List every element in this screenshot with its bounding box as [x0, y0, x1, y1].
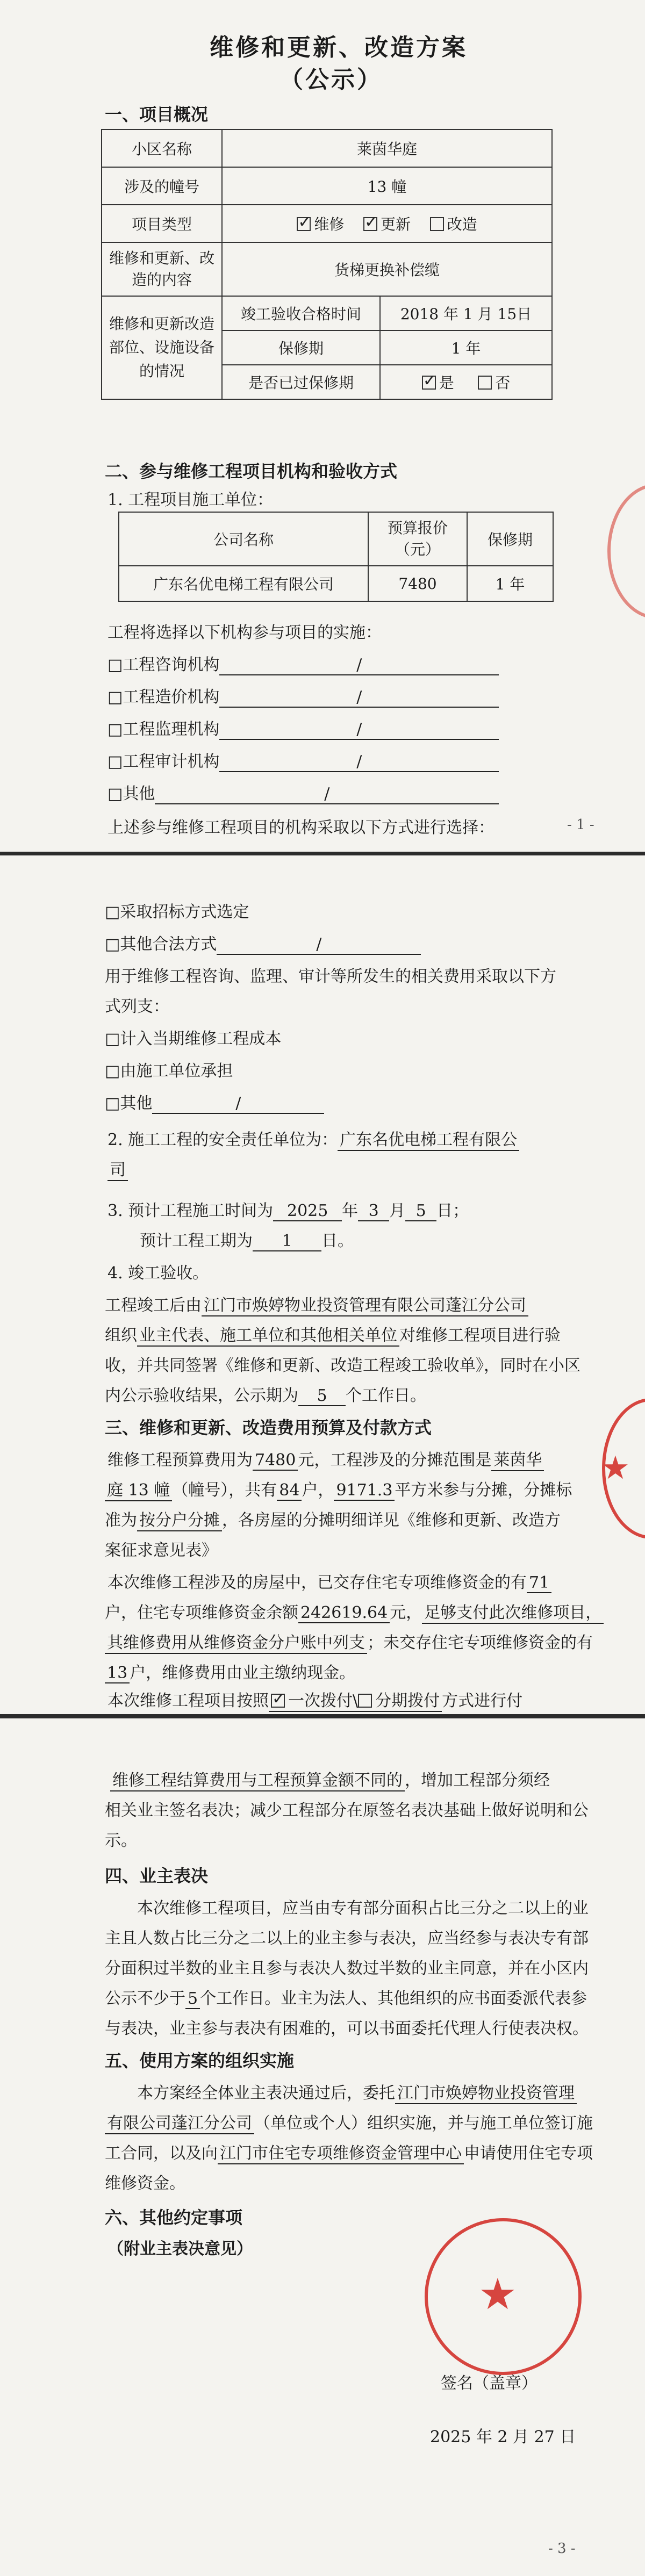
text: ，增加工程部分须经 — [405, 1771, 550, 1790]
checkbox-renovate[interactable] — [430, 217, 444, 231]
option-label: 维修 — [314, 215, 345, 233]
fund-source: 其维修费用从维修资金分户账中列支 — [105, 1629, 367, 1654]
fund-sufficiency: 足够支付此次维修项目， — [422, 1599, 604, 1624]
scope-value: 莱茵华 — [491, 1447, 544, 1471]
cell-label: 小区名称 — [102, 129, 222, 167]
text: 预计工程工期为 — [140, 1232, 253, 1250]
org-option[interactable] — [108, 651, 499, 675]
checkbox-yes[interactable] — [422, 376, 436, 390]
text: 户，住宅专项维修资金余额 — [105, 1603, 298, 1622]
budget-value: 7480 — [253, 1451, 298, 1471]
item-heading: 1. 工程项目施工单位： — [108, 491, 274, 509]
page-2 — [0, 855, 645, 1714]
section-heading: 六、其他约定事项 — [105, 2207, 243, 2228]
month-value: 3 — [358, 1201, 389, 1221]
text-line: 主且人数占比三分之二以上的业主参与表决，应当经参与表决专有部 — [105, 1929, 589, 1948]
text: 个工作日。 — [346, 1386, 426, 1405]
fund-center: 江门市住宅专项维修资金管理中心 — [218, 2140, 464, 2164]
participants: 业主代表、施工单位和其他相关单位 — [137, 1322, 399, 1347]
slash-mark: / — [356, 688, 362, 707]
option-label: □工程造价机构 — [108, 688, 220, 707]
text: 维修工程预算费用为 — [108, 1451, 253, 1470]
org-option[interactable] — [108, 748, 499, 772]
safety-company: 司 — [108, 1156, 128, 1181]
option-label: 更新 — [380, 215, 411, 233]
year-value: 2025 — [273, 1201, 342, 1221]
text: \ — [353, 1692, 359, 1710]
text-line: 相关业主签名表决；减少工程部分在原签名表决基础上做好说明和公 — [105, 1801, 589, 1820]
option-label: 改造 — [447, 215, 477, 233]
text-line — [110, 1767, 550, 1791]
page-number: - 1 - — [567, 817, 594, 833]
text: 内公示验收结果，公示期为 — [105, 1386, 298, 1405]
warranty-options — [380, 365, 552, 399]
text-line — [105, 2110, 593, 2134]
seal-stamp-partial — [607, 484, 645, 619]
text: 工程竣工后由 — [105, 1296, 202, 1315]
text-line — [108, 1687, 522, 1712]
project-type-options — [222, 205, 552, 242]
column-header: 公司名称 — [119, 512, 368, 566]
cell-value: 2018 年 1 月 15日 — [380, 296, 552, 330]
slash-mark: / — [235, 1094, 241, 1113]
text: 月 — [389, 1201, 406, 1220]
text-line — [105, 1599, 604, 1624]
entrusted-company: 有限公司蓬江分公司 — [105, 2110, 254, 2134]
text-line: 维修资金。 — [105, 2174, 185, 2193]
text: 申请使用住宅专项 — [464, 2144, 593, 2163]
page-1 — [0, 0, 645, 852]
section-heading: 五、使用方案的组织实施 — [105, 2050, 295, 2071]
star-icon: ★ — [601, 1449, 630, 1487]
table-cell: 1 年 — [467, 566, 553, 601]
cell-value: 1 年 — [380, 330, 552, 365]
text: （幢号），共有 — [172, 1481, 277, 1500]
org-option[interactable] — [108, 683, 499, 708]
cell-label: 维修和更新改造部位、设施设备的情况 — [102, 296, 222, 399]
text-line — [105, 1292, 528, 1316]
slash-mark: / — [356, 656, 362, 674]
attachment-note: （附业主表决意见） — [108, 2240, 253, 2258]
deposited-households: 71 — [527, 1573, 551, 1593]
item-heading: 4. 竣工验收。 — [108, 1264, 209, 1283]
option-label: 一次拨付 — [288, 1692, 353, 1710]
option-label: □工程审计机构 — [108, 752, 220, 771]
option-label: □工程咨询机构 — [108, 656, 220, 674]
text-line — [108, 1569, 551, 1593]
cell-value: 莱茵华庭 — [222, 129, 552, 167]
text: 组织 — [105, 1326, 137, 1345]
text: 对维修工程项目进行验 — [399, 1326, 561, 1345]
undeposited-households: 13 — [105, 1664, 130, 1683]
option-label: □其他 — [108, 785, 155, 803]
duration-line — [140, 1227, 354, 1251]
fee-option[interactable] — [105, 1090, 324, 1114]
project-overview-table — [101, 129, 553, 400]
households-value: 84 — [277, 1481, 302, 1501]
cell-label: 竣工验收合格时间 — [222, 296, 380, 330]
text-line — [105, 1382, 426, 1406]
text-line — [137, 2079, 577, 2104]
page-number: - 3 - — [548, 2541, 576, 2557]
text-line — [105, 1477, 572, 1501]
safety-line — [108, 1126, 519, 1151]
section-heading: 三、维修和更新、改造费用预算及付款方式 — [105, 1417, 432, 1438]
column-header: 保修期 — [467, 512, 553, 566]
duration-value: 1 — [253, 1232, 321, 1251]
checkbox-installment[interactable] — [358, 1694, 372, 1708]
entrusted-company: 江门市焕婷物业投资管理 — [395, 2079, 577, 2104]
text-line: 式列支： — [105, 997, 169, 1016]
text: 户， — [302, 1481, 334, 1500]
text: 平方米参与分摊，分摊标 — [395, 1481, 572, 1500]
text-line — [105, 1659, 355, 1683]
checkbox-repair[interactable] — [297, 217, 311, 231]
signature-label: 签名（盖章） — [441, 2374, 538, 2393]
settlement-condition: 维修工程结算费用与工程预算金额不同的 — [110, 1767, 405, 1791]
section-heading: 四、业主表决 — [105, 1866, 209, 1886]
cell-label: 是否已过保修期 — [222, 365, 380, 399]
text-line: 示。 — [105, 1831, 137, 1850]
method-option[interactable]: □采取招标方式选定 — [105, 903, 249, 922]
page-subtitle: （公示） — [280, 66, 383, 93]
table-cell: 7480 — [368, 566, 467, 601]
checkbox-one-time[interactable] — [271, 1694, 285, 1708]
page-gap — [0, 852, 645, 855]
cell-value: 货梯更换补偿缆 — [222, 242, 552, 296]
contractor-table — [118, 512, 554, 602]
fee-option[interactable]: □计入当期维修工程成本 — [105, 1030, 282, 1048]
checkbox-no[interactable] — [478, 376, 492, 390]
option-label: □工程监理机构 — [108, 720, 220, 739]
scope-value: 庭 13 幢 — [105, 1477, 172, 1501]
text-line: 与表决，业主参与表决有困难的，可以书面委托代理人行使表决权。 — [105, 2019, 589, 2038]
safety-company: 广东名优电梯工程有限公 — [338, 1126, 519, 1151]
page-3 — [0, 1718, 645, 2576]
method-option[interactable] — [105, 931, 421, 955]
text-line — [105, 1629, 593, 1654]
text: 户，维修费用由业主缴纳现金。 — [130, 1664, 356, 1682]
star-icon: ★ — [478, 2269, 517, 2319]
text: 准为 — [105, 1511, 137, 1530]
text: 方式进行付 — [442, 1692, 523, 1710]
option-label: □其他合法方式 — [105, 935, 217, 954]
safety-line — [108, 1156, 128, 1181]
option-label: 分期拨付 — [375, 1692, 440, 1710]
section-heading: 二、参与维修工程项目机构和验收方式 — [105, 461, 398, 481]
area-value: 9171.3 — [334, 1481, 395, 1501]
fee-option[interactable]: □由施工单位承担 — [105, 1062, 233, 1081]
org-option[interactable] — [108, 780, 499, 804]
cell-label: 涉及的幢号 — [102, 167, 222, 205]
text: 元，工程涉及的分摊范围是 — [298, 1451, 492, 1470]
text: 2. 施工工程的安全责任单位为： — [108, 1131, 338, 1149]
fund-balance: 242619.64 — [298, 1603, 390, 1623]
text-line: 本次维修工程项目，应当由专有部分面积占比三分之二以上的业 — [137, 1899, 589, 1918]
text-line: 上述参与维修工程项目的机构采取以下方式进行选择： — [108, 818, 494, 837]
text: （单位或个人）组织实施，并与施工单位签订施 — [254, 2114, 593, 2133]
day-value: 5 — [405, 1201, 436, 1221]
text: ，各房屋的分摊明细详见《维修和更新、改造方 — [222, 1511, 561, 1530]
text-line: 分面积过半数的业主且参与表决人数过半数的业主同意，并在小区内 — [105, 1959, 589, 1978]
text: 本方案经全体业主表决通过后，委托 — [137, 2084, 395, 2103]
organizer-company: 江门市焕婷物业投资管理有限公司蓬江分公司 — [202, 1292, 528, 1316]
text: 本次维修工程涉及的房屋中，已交存住宅专项维修资金的有 — [108, 1573, 527, 1592]
text-line: 收，并共同签署《维修和更新、改造工程竣工验收单》，同时在小区 — [105, 1356, 580, 1375]
section-heading: 一、项目概况 — [105, 104, 209, 125]
text: 工合同，以及向 — [105, 2144, 218, 2163]
text: 3. 预计工程施工时间为 — [108, 1201, 274, 1220]
text-line: 案征求意见表》 — [105, 1541, 218, 1560]
publicity-days: 5 — [185, 1989, 200, 2009]
text: 元， — [390, 1603, 422, 1622]
text-line — [105, 1322, 561, 1347]
text: 日。 — [321, 1232, 354, 1250]
text-line — [105, 2140, 593, 2164]
option-label: 是 — [439, 374, 454, 392]
cell-label: 保修期 — [222, 330, 380, 365]
slash-mark: / — [356, 720, 362, 739]
text-line: 工程将选择以下机构参与项目的实施： — [108, 623, 382, 642]
cell-label: 项目类型 — [102, 205, 222, 242]
option-label: □其他 — [105, 1094, 153, 1113]
checkbox-update[interactable] — [363, 217, 377, 231]
sign-date: 2025 年 2 月 27 日 — [430, 2428, 576, 2447]
text-line — [108, 1447, 544, 1471]
publicity-days: 5 — [298, 1386, 346, 1406]
allocation-standard: 按分户分摊 — [137, 1507, 222, 1531]
cell-value: 13 幢 — [222, 167, 552, 205]
org-option[interactable] — [108, 716, 499, 740]
text-line — [105, 1985, 587, 2009]
payment-options — [269, 1687, 442, 1712]
text: 年 — [342, 1201, 359, 1220]
text: 本次维修工程项目按照 — [108, 1692, 269, 1710]
text-line: 用于维修工程咨询、监理、审计等所发生的相关费用采取以下方 — [105, 967, 556, 986]
schedule-line — [108, 1197, 469, 1221]
page-gap — [0, 1714, 645, 1718]
column-header: 预算报价（元） — [368, 512, 467, 566]
text: 个工作日。业主为法人、其他组织的应书面委派代表参 — [200, 1989, 587, 2008]
text-line — [105, 1507, 561, 1531]
slash-mark: / — [324, 785, 330, 803]
table-cell: 广东名优电梯工程有限公司 — [119, 566, 368, 601]
slash-mark: / — [356, 752, 362, 771]
option-label: 否 — [495, 374, 511, 392]
slash-mark: / — [316, 935, 322, 954]
page-title: 维修和更新、改造方案 — [210, 34, 468, 61]
cell-label: 维修和更新、改造的内容 — [102, 242, 222, 296]
text: 日； — [436, 1201, 469, 1220]
text: ；未交存住宅专项维修资金的有 — [367, 1634, 593, 1652]
text: 公示不少于 — [105, 1989, 185, 2008]
